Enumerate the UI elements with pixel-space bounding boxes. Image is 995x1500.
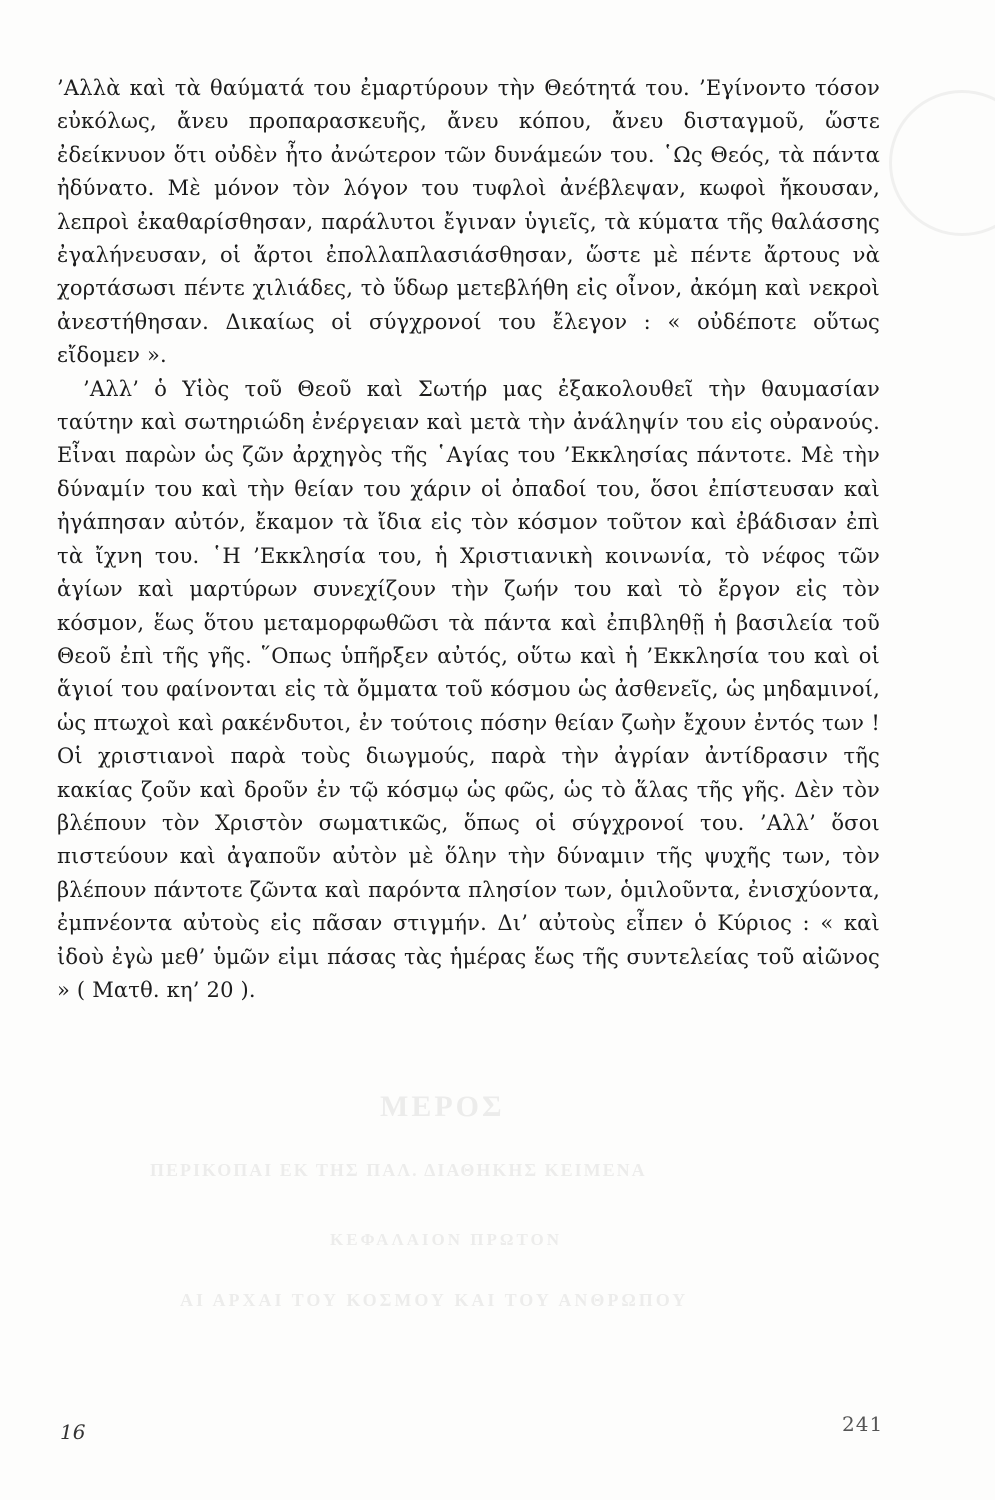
paragraph: ’Αλλ’ ὁ Υἱὸς τοῦ Θεοῦ καὶ Σωτήρ μας ἐξακολουθεῖ τὴν θαυμασίαν ταύτην καὶ σωτηριώδη ἐνέργειαν καὶ μετὰ τὴν ἀνάληψίν του εἰς οὐρανούς. Εἶναι παρὼν ὡς ζῶν ἀρχηγὸς τῆς ῾Αγίας του ’Εκκλησίας πάντοτε. Μὲ τὴν δύναμίν του καὶ τὴν θείαν του χάριν οἱ ὀπαδοί του, ὅσοι ἐπίστευσαν καὶ ἠγάπησαν αὐτόν, ἔκαμον τὰ ἴδια εἰς τὸν κόσμον τοῦτον καὶ ἐβάδισαν ἐπὶ τὰ ἴχνη του. ῾Η ’Εκκλησία του, ἡ Χριστιανικὴ κοινωνία, τὸ νέφος τῶν ἁγίων καὶ μαρτύρων συνεχίζουν τὴν ζωήν του καὶ τὸ ἔργον εἰς τὸν κόσμον, ἕως ὅτου μεταμορφωθῶσι τὰ πάντα καὶ ἐπιβληθῇ ἡ βασιλεία τοῦ Θεοῦ ἐπὶ τῆς γῆς. ῞Οπως ὑπῆρξεν αὐτός, οὕτω καὶ ἡ ’Εκκλησία του καὶ οἱ ἅγιοί του φαίνονται εἰς τὰ ὄμματα τοῦ κόσμου ὡς ἀσθενεῖς, ὡς μηδαμινοί, ὡς πτωχοὶ καὶ ρακένδυτοι, ἐν τούτοις πόσην θείαν ζωὴν ἔχουν ἐντός των ! Οἱ χριστιανοὶ παρὰ τοὺς διωγμούς, παρὰ τὴν ἀγρίαν ἀντίδρασιν τῆς κακίας ζοῦν καὶ δροῦν ἐν τῷ κόσμῳ ὡς φῶς, ὡς τὸ ἅλας τῆς γῆς. Δὲν τὸν βλέπουν τὸν Χριστὸν σωματικῶς, ὅπως οἱ σύγχρονοί του. ’Αλλ’ ὅσοι πιστεύουν καὶ ἀγαποῦν αὐτὸν μὲ ὅλην τὴν δύναμιν τῆς ψυχῆς των, τὸν βλέπουν πάντοτε ζῶντα καὶ παρόντα πλησίον των, ὁμιλοῦντα, ἐνισχύοντα, ἐμπνέοντα αὐτοὺς εἰς πᾶσαν στιγμήν. Δι’ αὐτοὺς εἶπεν ὁ Κύριος : « καὶ ἰδοὺ ἐγὼ μεθ’ ὑμῶν εἰμι πάσας τὰς ἡμέρας ἕως τῆς συντελείας τοῦ αἰῶνος » ( Ματθ. κη’ 20 ). [57,376,880,1002]
bleed-through-text: ΠΕΡΙΚΟΠΑΙ ΕΚ ΤΗΣ ΠΑΛ. ΔΙΑΘΗΚΗΣ ΚΕΙΜΕΝΑ [150,1160,647,1180]
body-text [57,72,880,1007]
paragraph: ’Αλλὰ καὶ τὰ θαύματά του ἐμαρτύρουν τὴν Θεότητά του. ’Εγίνοντο τόσον εὐκόλως, ἄνευ προπαρασκευῆς, ἄνευ κόπου, ἄνευ δισταγμοῦ, ὥστε ἐδείκνυον ὅτι οὐδὲν ἦτο ἀνώτερον τῶν δυνάμεών του. ῾Ως Θεός, τὰ πάντα ἠδύνατο. Μὲ μόνον τὸν λόγον του τυφλοὶ ἀνέβλεψαν, κωφοὶ ἤκουσαν, λεπροὶ ἐκαθαρίσθησαν, παράλυτοι ἔγιναν ὑγιεῖς, τὰ κύματα τῆς θαλάσσης ἐγαλήνευσαν, οἱ ἄρτοι ἐπολλαπλασιάσθησαν, ὥστε μὲ πέντε ἄρτους νὰ χορτάσωσι πέντε χιλιάδες, τὸ ὕδωρ μετεβλήθη εἰς οἶνον, ἀκόμη καὶ νεκροὶ ἀνεστήθησαν. Δικαίως οἱ σύγχρονοί του ἔλεγον : « οὐδέποτε οὕτως εἴδομεν ». [57,76,880,368]
bleed-through-text: ΜΕΡΟΣ [380,1090,505,1123]
signature-mark: 16 [60,1420,86,1444]
bleed-through-text: ΚΕΦΑΛΑΙΟΝ ΠΡΩΤΟΝ [330,1230,563,1249]
bleed-through-text: ΑΙ ΑΡΧΑΙ ΤΟΥ ΚΟΣΜΟΥ ΚΑΙ ΤΟΥ ΑΝΘΡΩΠΟΥ [180,1290,689,1310]
bleed-through-mark [889,90,995,236]
page-number: 241 [842,1412,884,1436]
